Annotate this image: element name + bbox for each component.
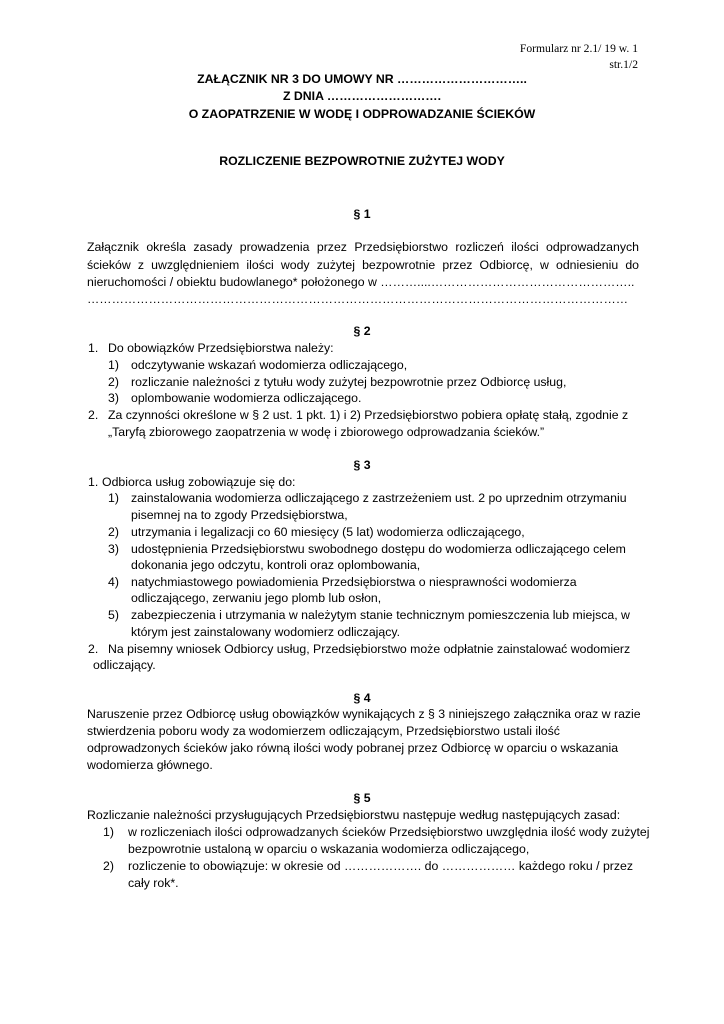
section-2-point-2: „Taryfą zbiorowego zaopatrzenia w wodę i zbiorowego odprowadzania ścieków.” — [108, 425, 545, 439]
list-item: oplombowanie wodomierza odliczającego. — [131, 391, 362, 405]
section-4-heading: § 4 — [353, 691, 371, 705]
section-1-line: nieruchomości / obiektu budowlanego* położonego w ………....………………………………………….. — [87, 275, 635, 289]
section-2-heading: § 2 — [353, 324, 371, 338]
list-number: 2) — [103, 859, 114, 873]
section-3-point-2: odliczający. — [93, 658, 156, 672]
section-3-heading: § 3 — [353, 458, 371, 472]
list-number: 3) — [108, 542, 119, 556]
list-number: 2) — [108, 375, 119, 389]
list-number: 1) — [103, 825, 114, 839]
section-5-intro: Rozliczanie należności przysługujących Przedsiębiorstwu następuje według następujących zasad: — [87, 808, 621, 822]
section-4-line: Naruszenie przez Odbiorcę usług obowiązków wynikających z § 3 niniejszego załącznika oraz w razie — [87, 707, 641, 721]
list-item: cały rok*. — [128, 876, 179, 890]
list-item: bezpowrotnie ustaloną w oparciu o wskazania wodomierza odliczającego, — [128, 842, 530, 856]
list-item: w rozliczeniach ilości odprowadzanych ścieków Przedsiębiorstwo uwzględnia ilość wody zużytej — [128, 825, 650, 839]
list-item: rozliczenie to obowiązuje: w okresie od ………………. do ……………… każdego roku / przez — [128, 859, 634, 873]
section-4-line: wodomierza głównego. — [87, 758, 213, 772]
title-line-2: Z DNIA ………………………. — [282, 89, 442, 103]
form-number: Formularz nr 2.1/ 19 w. 1 — [519, 42, 638, 55]
section-1-line: ścieków z uwzględnieniem ilości wody zużytej bezpowrotnie przez Odbiorcę, w odniesieniu do — [87, 258, 639, 272]
list-item: natychmiastowego powiadomienia Przedsiębiorstwa o niesprawności wodomierza — [131, 575, 577, 589]
section-1-heading: § 1 — [353, 207, 371, 221]
list-number: 4) — [108, 575, 119, 589]
list-number: 1) — [108, 358, 119, 372]
list-item: pisemnej na to zgody Przedsiębiorstwa, — [131, 508, 348, 522]
page-number: str.1/2 — [609, 58, 638, 71]
list-number: 2) — [108, 525, 119, 539]
list-number: 3) — [108, 391, 119, 405]
title-line-3: O ZAOPATRZENIE W WODĘ I ODPROWADZANIE ŚCIEKÓW — [188, 107, 536, 121]
section-2-point-2: Za czynności określone w § 2 ust. 1 pkt. 1) i 2) Przedsiębiorstwo pobiera opłatę stałą, zgodnie z — [108, 408, 629, 422]
section-4-line: odprowadzonych ścieków jako równą ilości wody pobranej przez Odbiorcę w oparciu o wskazania — [87, 741, 619, 755]
section-4-line: stwierdzenia poboru wody za wodomierzem odliczającym, Przedsiębiorstwo ustali ilość — [87, 724, 560, 738]
section-2-point-1: Do obowiązków Przedsiębiorstwa należy: — [108, 341, 334, 355]
section-5-heading: § 5 — [353, 791, 371, 805]
list-item: dokonania jego odczytu, kontroli oraz oplombowania, — [131, 558, 421, 572]
list-item: zainstalowania wodomierza odliczającego z zastrzeżeniem ust. 2 po uprzednim otrzymaniu — [131, 491, 627, 505]
list-item: utrzymania i legalizacji co 60 miesięcy (5 lat) wodomierza odliczającego, — [131, 525, 525, 539]
list-item: rozliczanie należności z tytułu wody zużytej bezpowrotnie przez Odbiorcę usług, — [131, 375, 567, 389]
list-number: 1) — [108, 491, 119, 505]
section-1-line: …………………………………………………………………………………………………………………… — [87, 292, 629, 306]
list-item: odczytywanie wskazań wodomierza odliczającego, — [131, 358, 408, 372]
list-item: odliczającego, zerwaniu jego plomb lub osłon, — [131, 591, 382, 605]
list-item: udostępnienia Przedsiębiorstwu swobodnego dostępu do wodomierza odliczającego celem — [131, 542, 626, 556]
list-number: 2. — [88, 642, 99, 656]
list-item: zabezpieczenia i utrzymania w należytym stanie technicznym pomieszczenia lub miejsca, w — [131, 608, 630, 622]
list-number: 2. — [88, 408, 99, 422]
list-number: 5) — [108, 608, 119, 622]
section-1-line: Załącznik określa zasady prowadzenia przez Przedsiębiorstwo rozliczeń ilości odprowadzanych — [87, 240, 639, 254]
section-3-point-2: Na pisemny wniosek Odbiorcy usług, Przedsiębiorstwo może odpłatnie zainstalować wodomierz — [108, 642, 631, 656]
subtitle: ROZLICZENIE BEZPOWROTNIE ZUŻYTEJ WODY — [219, 154, 505, 168]
list-number: 1. — [88, 475, 99, 489]
list-item: którym jest zainstalowany wodomierz odliczający. — [131, 625, 401, 639]
title-line-1: ZAŁĄCZNIK NR 3 DO UMOWY NR ………………………….. — [197, 72, 527, 86]
section-3-point-1: Odbiorca usług zobowiązuje się do: — [102, 475, 296, 489]
list-number: 1. — [88, 341, 99, 355]
